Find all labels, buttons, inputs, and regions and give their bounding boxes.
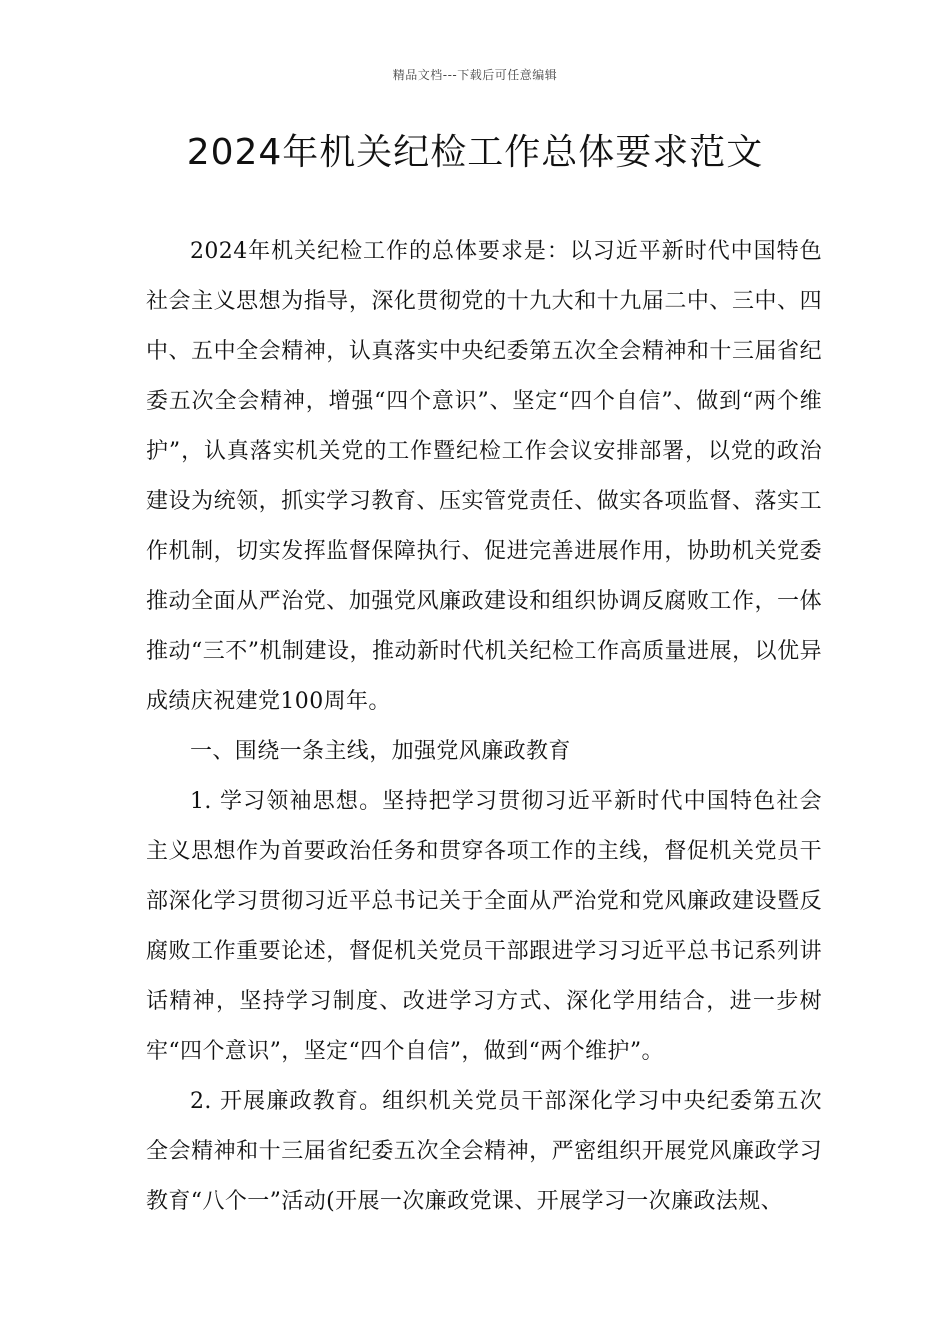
paragraph-item-1: 1. 学习领袖思想。坚持把学习贯彻习近平新时代中国特色社会主义思想作为首要政治任务和贯穿各项工作的主线，督促机关党员干部深化学习贯彻习近平总书记关于全面从严治党和党风廉政建设暨反腐败工作重要论述，督促机关党员干部跟进学习习近平总书记系列讲话精神，坚持学习制度、改进学习方式、深化学用结合，进一步树牢“四个意识”，坚定“四个自信”，做到“两个维护”。 — [146, 789, 822, 1064]
document-body — [146, 227, 822, 1227]
paragraph-item-2: 2. 开展廉政教育。组织机关党员干部深化学习中央纪委第五次全会精神和十三届省纪委五次全会精神，严密组织开展党风廉政学习教育“八个一”活动(开展一次廉政党课、开展学习一次廉政法规、 — [146, 1089, 822, 1214]
paragraph-intro: 2024年机关纪检工作的总体要求是：以习近平新时代中国特色社会主义思想为指导，深化贯彻党的十九大和十九届二中、三中、四中、五中全会精神，认真落实中央纪委第五次全会精神和十三届省纪委五次全会精神，增强“四个意识”、坚定“四个自信”、做到“两个维护”，认真落实机关党的工作暨纪检工作会议安排部署，以党的政治建设为统领，抓实学习教育、压实管党责任、做实各项监督、落实工作机制，切实发挥监督保障执行、促进完善进展作用，协助机关党委推动全面从严治党、加强党风廉政建设和组织协调反腐败工作，一体推动“三不”机制建设，推动新时代机关纪检工作高质量进展，以优异成绩庆祝建党100周年。 — [146, 239, 822, 714]
header-note: 精品文档---下载后可任意编辑 — [392, 68, 558, 82]
document-title: 2024年机关纪检工作总体要求范文 — [186, 132, 764, 173]
section-heading-1: 一、围绕一条主线，加强党风廉政教育 — [190, 739, 571, 764]
